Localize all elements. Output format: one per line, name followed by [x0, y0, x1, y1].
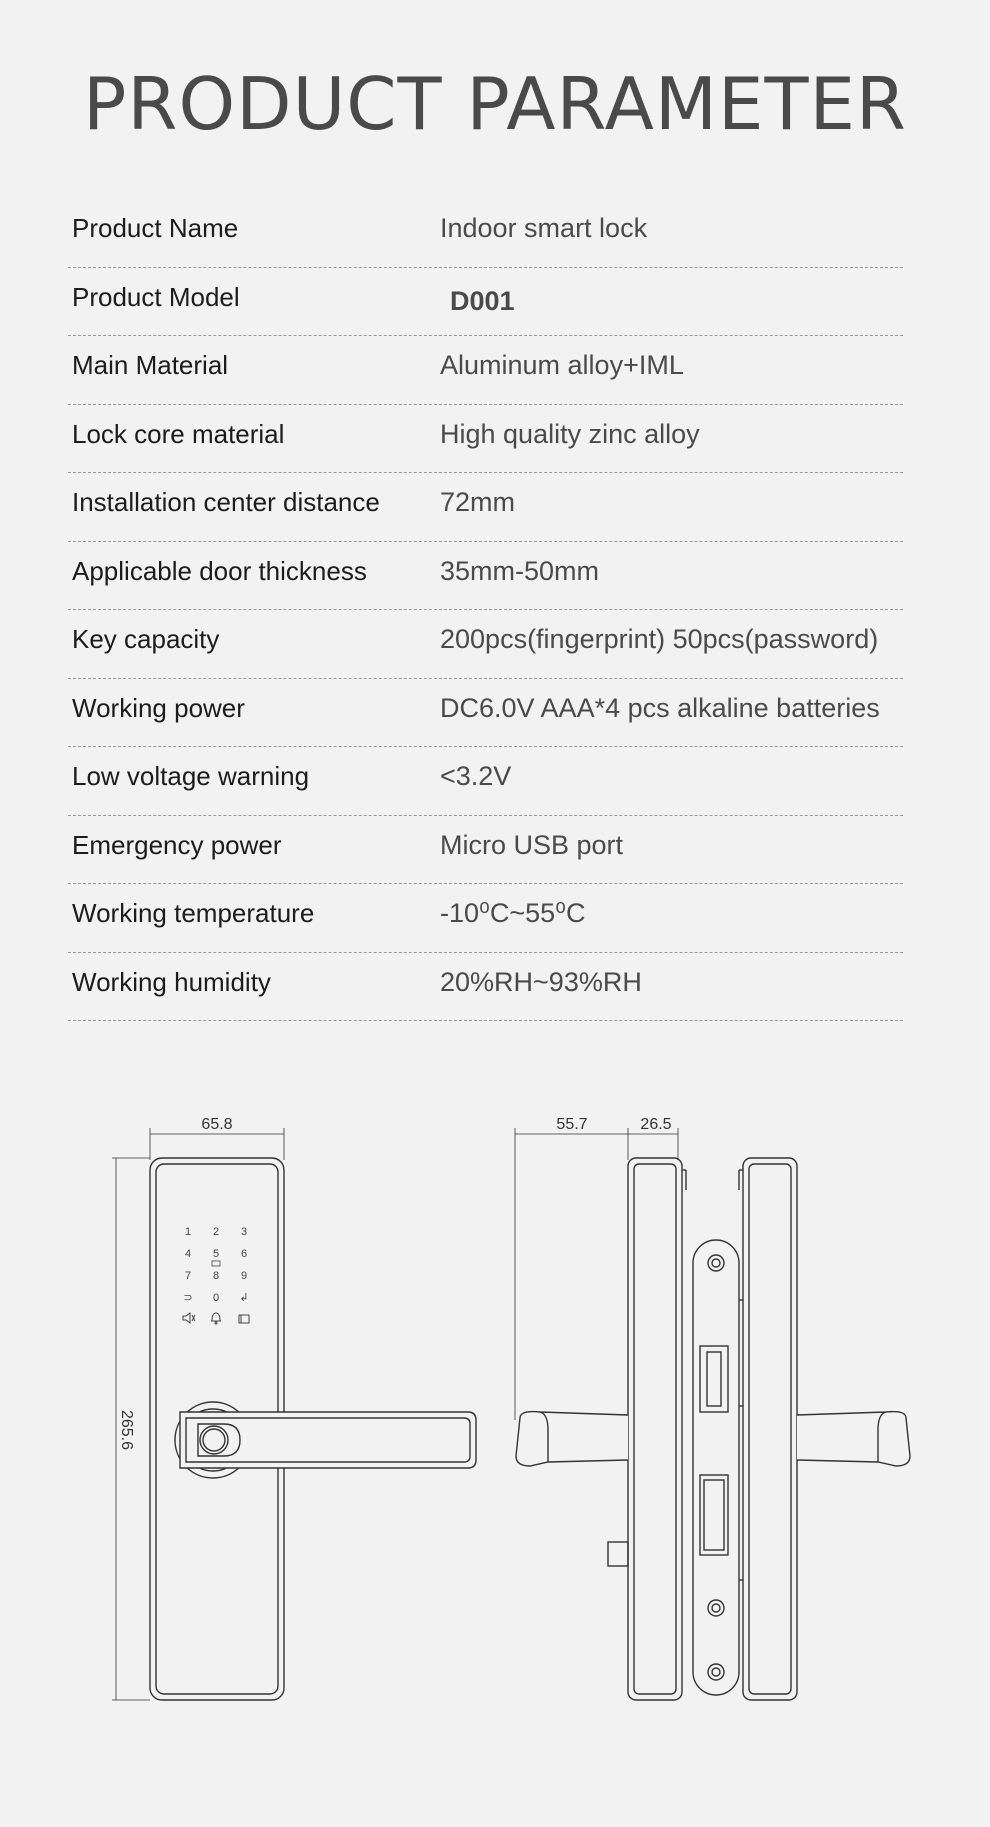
param-label: Applicable door thickness [72, 555, 367, 586]
param-row [68, 679, 903, 748]
keypad-key: ⊃ [183, 1292, 193, 1304]
front-view [112, 1128, 476, 1700]
side-depth-back-dimension: 26.5 [640, 1116, 672, 1133]
keypad-key: 8 [212, 1270, 220, 1282]
param-value: D001 [450, 285, 515, 316]
keypad-key: 3 [240, 1226, 248, 1238]
param-row [68, 884, 903, 953]
front-width-dimension: 65.8 [201, 1116, 233, 1133]
param-row [68, 610, 903, 679]
param-label: Emergency power [72, 829, 282, 860]
param-value: 20%RH~93%RH [440, 966, 642, 997]
param-row [68, 199, 903, 268]
lock-technical-drawing [0, 1080, 990, 1720]
parameter-table [68, 199, 903, 1021]
keypad-key: 1 [184, 1226, 192, 1238]
param-label: Product Model [72, 281, 240, 312]
param-value: -10⁰C~55⁰C [440, 898, 586, 928]
param-row [68, 816, 903, 885]
param-label: Product Name [72, 213, 239, 243]
keypad-key: 0 [212, 1292, 220, 1304]
doorbell-icon [211, 1313, 221, 1324]
param-row [68, 473, 903, 542]
param-label: Working humidity [72, 966, 271, 997]
param-label: Low voltage warning [72, 761, 310, 791]
side-view [515, 1128, 910, 1700]
param-value: 72mm [440, 487, 516, 517]
page-title: PRODUCT PARAMETER [83, 62, 907, 146]
param-value: DC6.0V AAA*4 pcs alkaline batteries [440, 692, 880, 723]
param-label: Working temperature [72, 898, 315, 928]
param-value: <3.2V [440, 761, 512, 791]
param-row [68, 747, 903, 816]
keypad-key: 5 [212, 1248, 220, 1260]
param-row [68, 953, 903, 1022]
param-row [68, 405, 903, 474]
param-value: Indoor smart lock [440, 213, 648, 243]
keypad-key: 2 [212, 1226, 220, 1238]
side-depth-front-dimension: 55.7 [556, 1116, 588, 1133]
keypad-key: 9 [240, 1270, 248, 1282]
param-row [68, 336, 903, 405]
param-label: Installation center distance [72, 487, 380, 517]
param-value: High quality zinc alloy [440, 418, 700, 449]
front-height-dimension: 265.6 [118, 1409, 135, 1451]
param-label: Main Material [72, 350, 229, 380]
param-row [68, 268, 903, 337]
keypad-key: ↲ [239, 1292, 249, 1304]
param-label: Key capacity [72, 624, 220, 654]
param-value: Micro USB port [440, 829, 624, 860]
mute-icon [183, 1313, 195, 1323]
keypad [183, 1226, 249, 1324]
card-icon [239, 1315, 249, 1323]
param-label: Working power [72, 692, 245, 723]
param-value: 200pcs(fingerprint) 50pcs(password) [440, 624, 879, 654]
param-value: Aluminum alloy+IML [440, 350, 684, 380]
keypad-key: 6 [240, 1248, 248, 1260]
keypad-key: 7 [184, 1270, 192, 1282]
param-label: Lock core material [72, 418, 285, 449]
param-row [68, 542, 903, 611]
keypad-key: 4 [184, 1248, 192, 1260]
param-value: 35mm-50mm [440, 555, 600, 586]
